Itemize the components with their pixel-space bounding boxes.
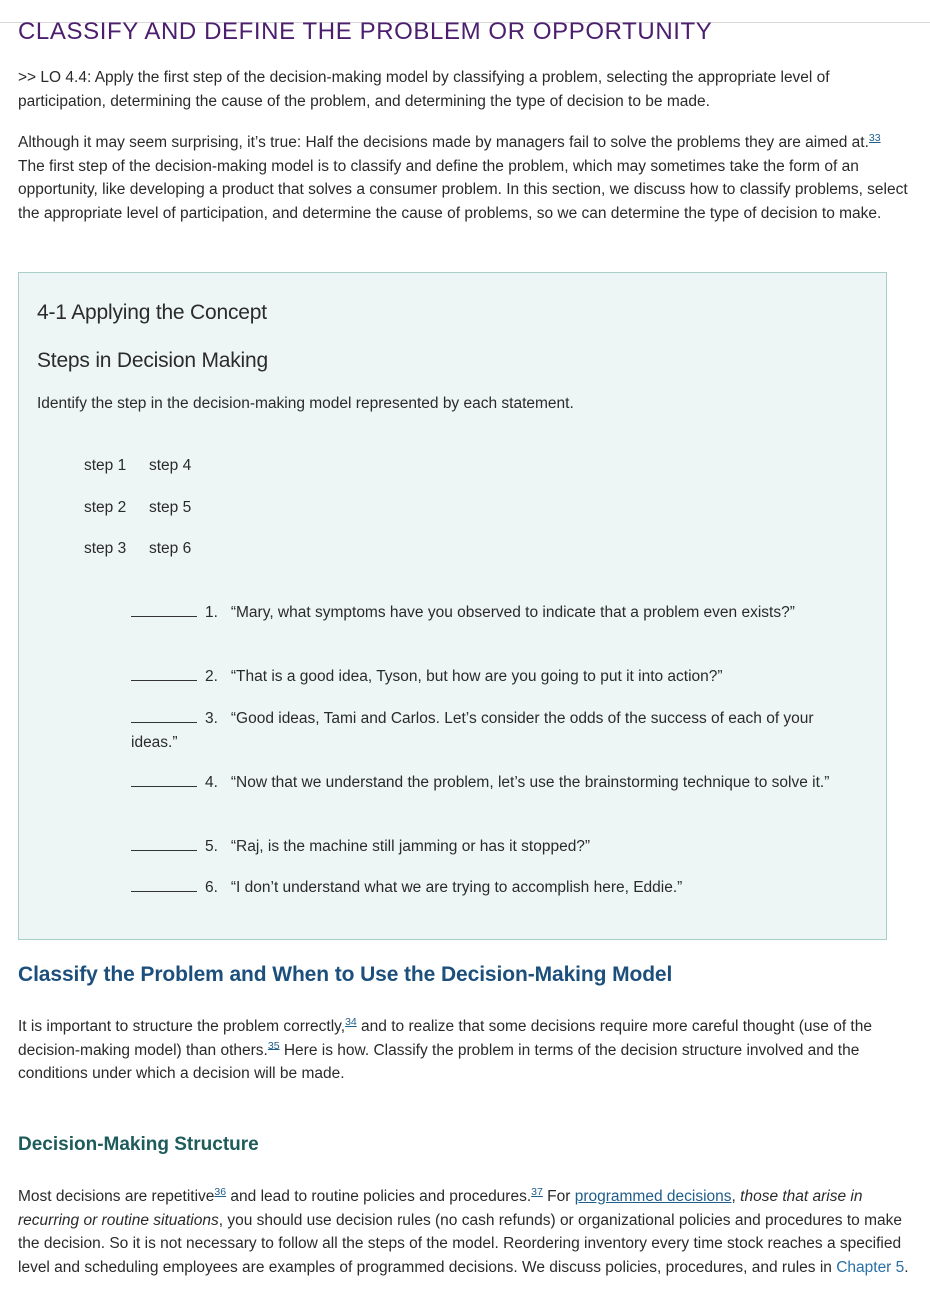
- structure-text-5: , you should use decision rules (no cash refunds) or organizational policies and procedures to make the decision. So it is not necessary to follow all the steps of the model. Reordering inventory every time stock reaches a specified level and scheduling employees are examples of programmed decisions. We discuss policies, procedures, and rules in: [18, 1211, 902, 1276]
- intro-text-2: The first step of the decision-making model is to classify and define the problem, which may sometimes take the form of an opportunity, like developing a product that solves a consumer problem. In this section, we discuss how to classify problems, select the appropriate level of participation, and determine the cause of problems, so we can determine the type of decision to make.: [18, 157, 908, 222]
- steps-row: [84, 540, 191, 582]
- statement-item: [131, 601, 861, 625]
- section-title: CLASSIFY AND DEFINE THE PROBLEM OR OPPORTUNITY: [18, 18, 713, 45]
- footnote-link-37[interactable]: 37: [531, 1185, 543, 1198]
- concept-box-title: 4-1 Applying the Concept: [37, 301, 267, 324]
- step-option: step 2: [84, 498, 127, 516]
- concept-box-subtitle: Steps in Decision Making: [37, 349, 268, 372]
- answer-blank[interactable]: [131, 838, 197, 851]
- statement-item: [131, 665, 861, 689]
- step-option: step 5: [149, 498, 192, 516]
- step-option: step 3: [84, 540, 127, 557]
- footnote-link-35[interactable]: 35: [267, 1039, 280, 1052]
- structure-text-6: .: [904, 1258, 909, 1276]
- intro-text-1: Although it may seem surprising, it’s true: Half the decisions made by managers fail to solve the problems they are aimed at.: [18, 134, 869, 151]
- glossary-term-link[interactable]: programmed decisions: [574, 1188, 732, 1205]
- decision-structure-heading: Decision-Making Structure: [18, 1134, 259, 1155]
- statement-item: [131, 876, 861, 900]
- classify-paragraph: [18, 1015, 910, 1086]
- structure-text-2: and lead to routine policies and procedures.: [226, 1188, 532, 1205]
- statement-text: “That is a good idea, Tyson, but how are you going to put it into action?”: [230, 668, 723, 685]
- answer-blank[interactable]: [131, 668, 197, 681]
- applying-concept-box: [18, 272, 887, 940]
- statement-item: [131, 771, 861, 795]
- statement-number: 6.: [205, 879, 218, 896]
- statement-text: “Raj, is the machine still jamming or has it stopped?”: [230, 838, 591, 855]
- answer-blank[interactable]: [131, 604, 197, 617]
- steps-row: [84, 457, 191, 499]
- statement-number: 1.: [205, 604, 218, 621]
- answer-blank[interactable]: [131, 879, 197, 892]
- structure-text-1: Most decisions are repetitive: [18, 1188, 215, 1205]
- statement-number: 5.: [205, 838, 218, 855]
- footnote-link-36[interactable]: 36: [214, 1185, 227, 1198]
- statement-text: “Good ideas, Tami and Carlos. Let’s consider the odds of the success of each of your ideas.”: [131, 710, 814, 751]
- statement-number: 3.: [205, 710, 218, 727]
- answer-blank[interactable]: [131, 710, 197, 723]
- statement-number: 2.: [205, 668, 218, 685]
- classify-problem-heading: Classify the Problem and When to Use the Decision-Making Model: [18, 963, 673, 986]
- steps-row: [84, 499, 191, 541]
- classify-text-1: It is important to structure the problem correctly,: [18, 1018, 346, 1035]
- statement-item: [131, 835, 861, 859]
- step-option: step 6: [149, 540, 192, 557]
- statement-item: [131, 707, 861, 754]
- intro-paragraph: [18, 131, 910, 225]
- learning-objective: >> LO 4.4: Apply the first step of the decision-making model by classifying a problem, selecting the appropriate level of participation, determining the cause of the problem, and determining the type of decision to be made.: [18, 69, 830, 110]
- statement-text: “Mary, what symptoms have you observed to indicate that a problem even exists?”: [230, 604, 795, 621]
- footnote-link-33[interactable]: 33: [868, 131, 881, 144]
- structure-text-3: For: [542, 1188, 575, 1205]
- answer-blank[interactable]: [131, 774, 197, 787]
- statement-number: 4.: [205, 774, 218, 791]
- classify-text-2: and to realize that some decisions require more careful thought (use of the decision-making model) than others.: [18, 1018, 872, 1059]
- term-definition: those that arise in recurring or routine situations: [18, 1188, 863, 1229]
- footnote-link-34[interactable]: 34: [345, 1015, 357, 1028]
- statement-text: “Now that we understand the problem, let’s use the brainstorming technique to solve it.”: [230, 774, 830, 791]
- structure-text-4: ,: [731, 1188, 741, 1205]
- chapter-link[interactable]: Chapter 5: [836, 1258, 905, 1276]
- statement-text: “I don’t understand what we are trying to accomplish here, Eddie.”: [230, 879, 683, 896]
- classify-text-3: Here is how. Classify the problem in terms of the decision structure involved and the conditions under which a decision will be made.: [18, 1041, 860, 1082]
- steps-list: [84, 457, 191, 582]
- step-option: step 1: [84, 457, 127, 474]
- step-option: step 4: [149, 457, 192, 474]
- concept-box-instruction: Identify the step in the decision-making model represented by each statement.: [37, 395, 574, 412]
- structure-paragraph: [18, 1185, 910, 1279]
